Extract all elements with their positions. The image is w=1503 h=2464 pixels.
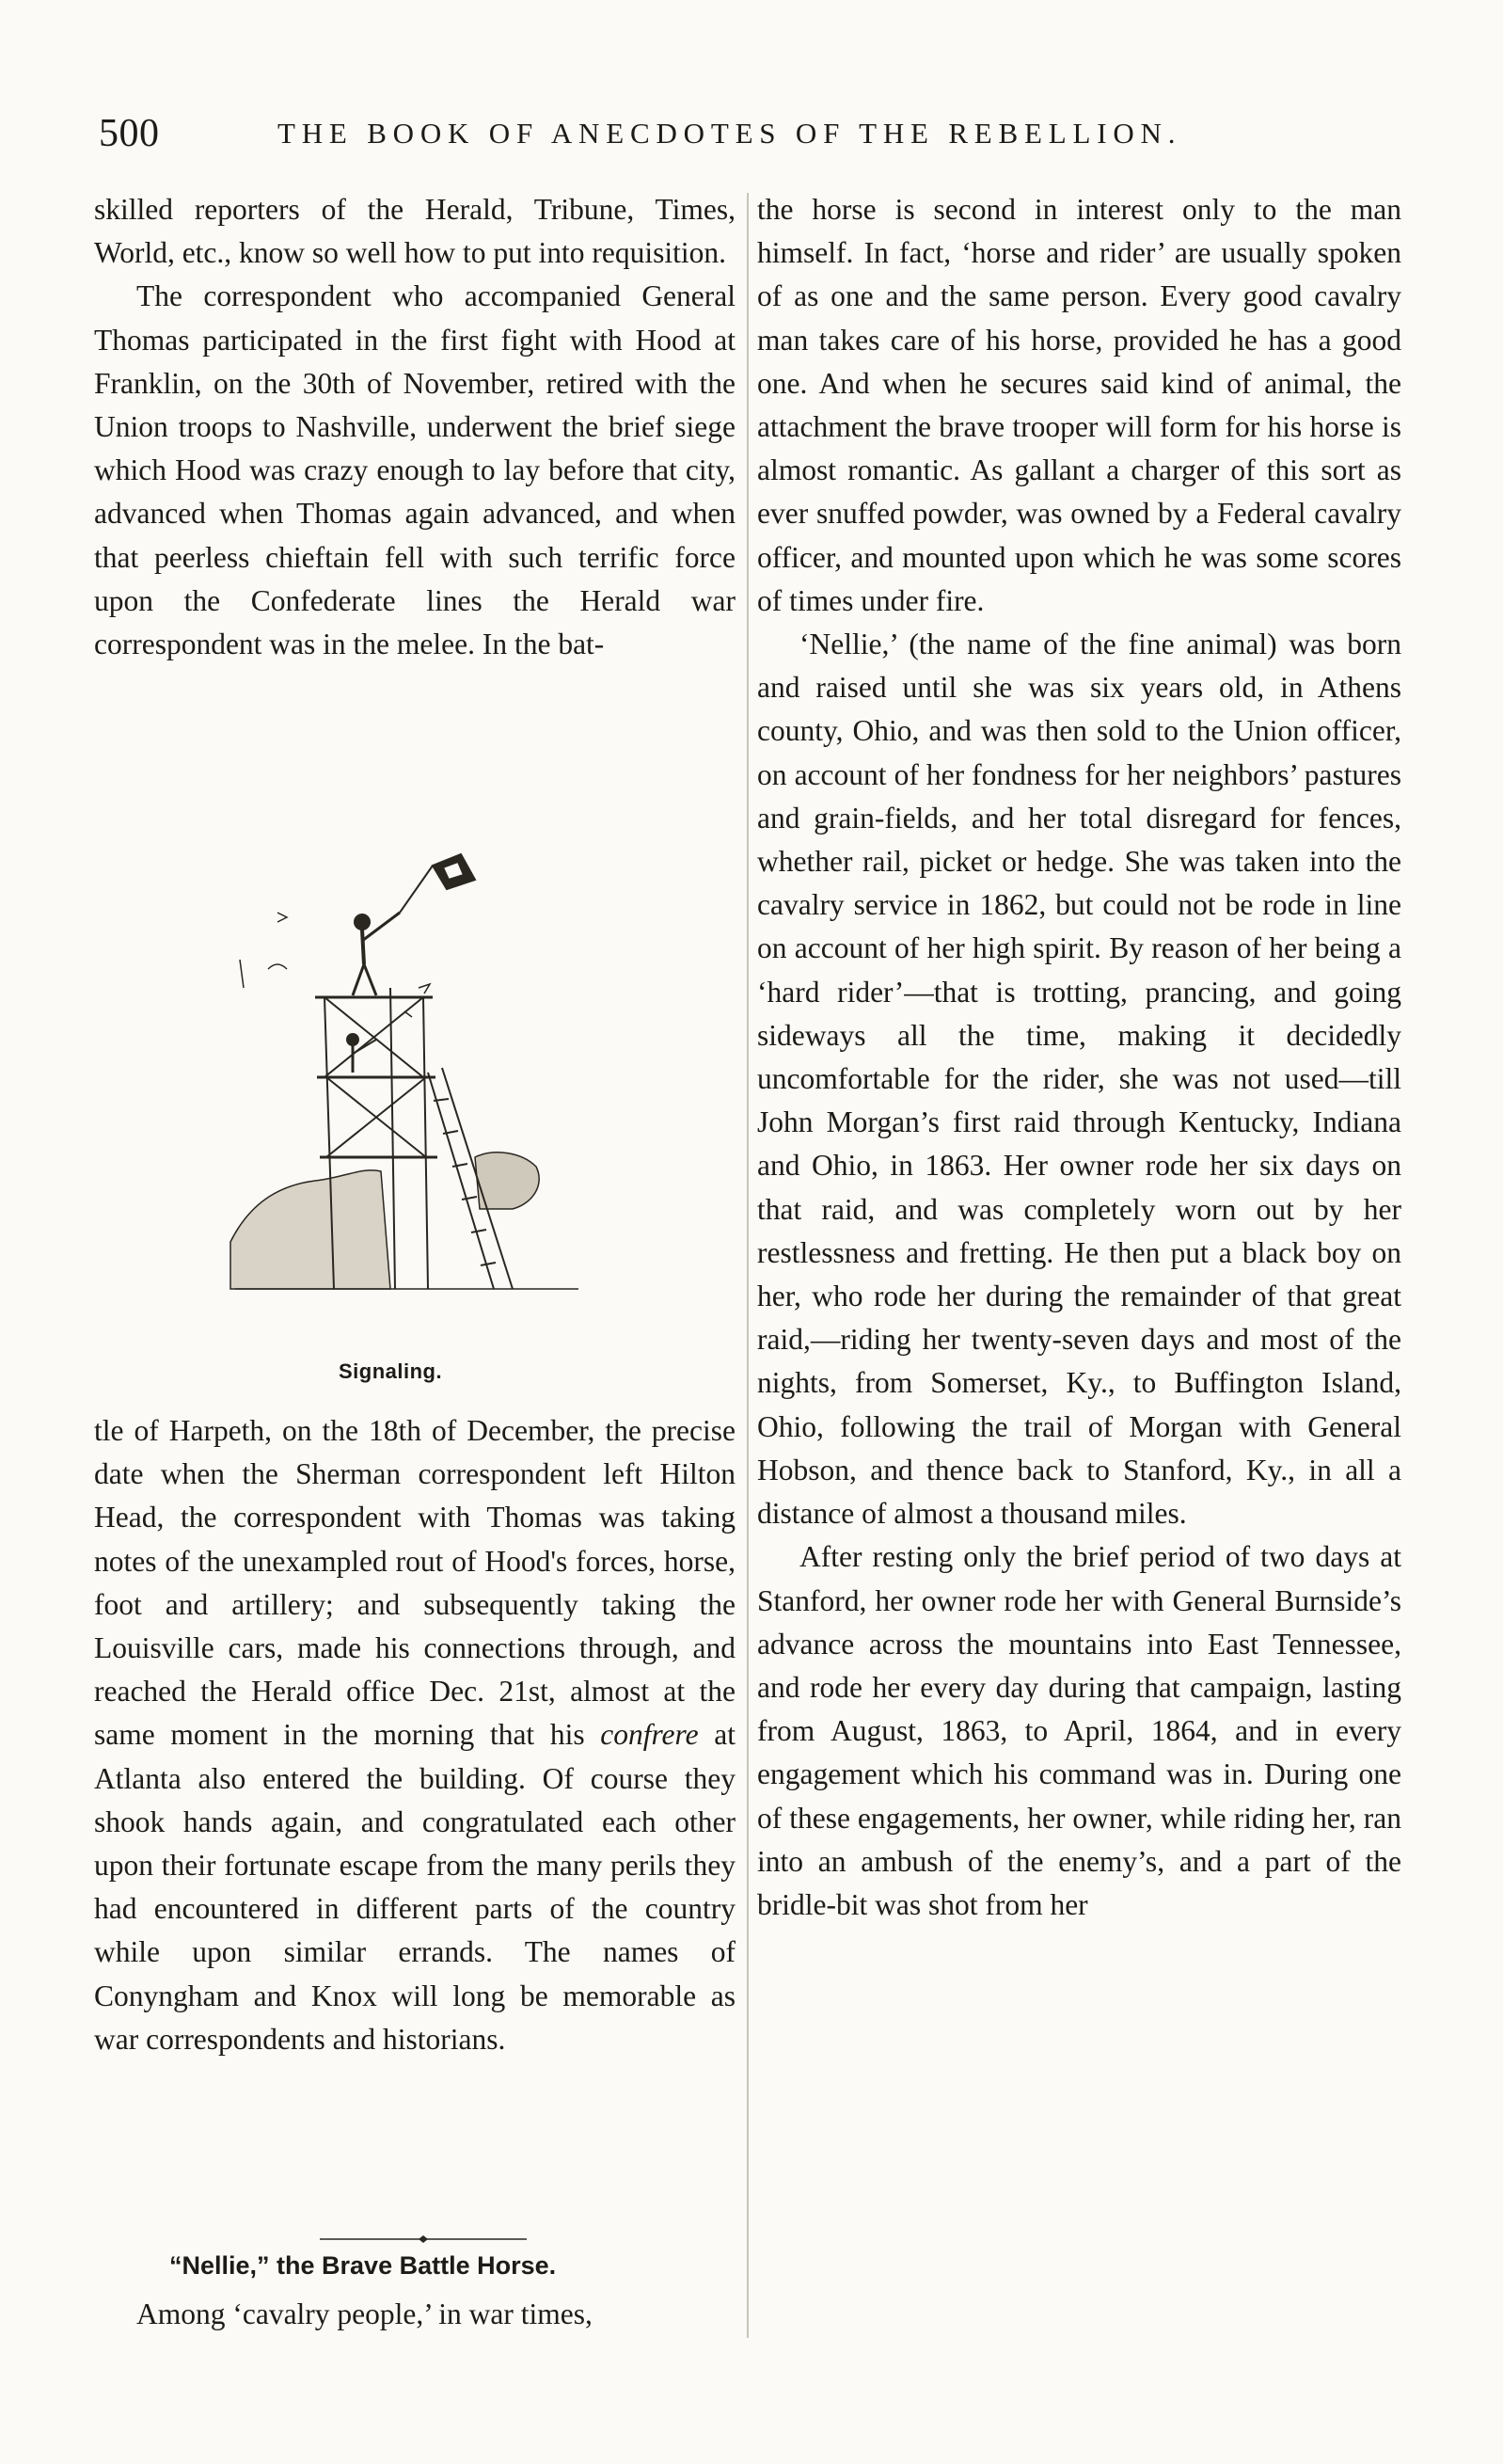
left-paragraph-3: [94, 1409, 736, 2061]
left-column-top: [94, 188, 736, 666]
left-paragraph-3-before: tle of Harpeth, on the 18th of December, the precise date when the Sherman correspondent left Hilton Head, the correspondent with Thomas was taking notes of the unexampled rout of Hood's forces, horse, foot and artillery; and subsequently taking the Louisville cars, made his connections through, and reached the Herald office Dec. 21st, almost at the same moment in the morning that his: [94, 1414, 736, 1752]
right-paragraph-2: ‘Nellie,’ (the name of the fine animal) was born and raised until she was six years old, in Athens county, Ohio, and was then sold to the Union officer, on account of her fondness for her neighbors’ pastures and grain-fields, and her total disregard for fences, whether rail, picket or hedge. She was taken into the cavalry service in 1862, but could not be rode in line on account of her high spirit. By reason of her being a ‘hard rider’—that is trotting, prancing, and going sideways all the time, making it decidedly uncomfortable for the rider, she was not used—till John Morgan’s first raid through Kentucky, Indiana and Ohio, in 1863. Her owner rode her six days on that raid, and was completely worn out by her restlessness and fretting. He then put a black boy on her, who rode her during the remainder of that great raid,—riding her twenty-seven days and most of the nights, from Somerset, Ky., to Buffington Island, Ohio, following the trail of Morgan with General Hobson, and thence back to Stanford, Ky., in all a distance of almost a thousand miles.: [757, 628, 1401, 1531]
running-head: [99, 111, 1265, 167]
right-paragraph-3: After resting only the brief period of two days at Stanford, her owner rode her with General Burnside’s advance across the mountains into East Tennessee, and rode her every day during that campaign, lasting from August, 1863, to April, 1864, and in every engagement which his command was in. During one of these engagements, her owner, while riding her, ran into an ambush of the enemy’s, and a part of the bridle-bit was shot from her: [757, 1540, 1401, 1921]
section-heading: “Nellie,” the Brave Battle Horse.: [169, 2251, 557, 2280]
figure-caption: Signaling.: [339, 1359, 443, 1383]
section-paragraph-start: Among ‘cavalry people,’ in war times,: [136, 2297, 593, 2330]
italic-word: confrere: [600, 1718, 699, 1752]
left-paragraph-1: skilled reporters of the Herald, Tribune, Times, World, etc., know so well how to put into requisition.: [94, 193, 736, 270]
left-column-bottom: [94, 1409, 736, 2061]
left-paragraph-2: The correspondent who accompanied General Thomas participated in the first fight with Hood at Franklin, on the 30th of November, retired with the Union troops to Nashville, underwent the brief siege which Hood was crazy enough to lay before that city, advanced when Thomas again advanced, and when that peerless chieftain fell with such terrific force upon the Confederate lines the Herald war correspondent was in the melee. In the bat-: [94, 279, 736, 661]
left-paragraph-3-after: at Atlanta also entered the building. Of course they shook hands again, and congratulated each other upon their fortunate escape from the many perils they had encountered in different parts of the country while upon similar errands. The names of Conyngham and Knox will long be memorable as war correspondents and historians.: [94, 1718, 736, 2056]
column-divider: [747, 193, 749, 2338]
section-divider-ornament: [320, 2234, 527, 2244]
signaling-illustration: [212, 847, 588, 1336]
running-title: THE BOOK OF ANECDOTES OF THE REBELLION.: [277, 117, 1182, 150]
page-number: 500: [99, 112, 160, 155]
right-column: [757, 188, 1401, 1927]
right-paragraph-1: the horse is second in interest only to the man himself. In fact, ‘horse and rider’ are usually spoken of as one and the same person. Every good cavalry man takes care of his horse, provided he has a good one. And when he secures said kind of animal, the attachment the brave trooper will form for his horse is almost romantic. As gallant a charger of this sort as ever snuffed powder, was owned by a Federal cavalry officer, and mounted upon which he was some scores of times under fire.: [757, 193, 1401, 617]
